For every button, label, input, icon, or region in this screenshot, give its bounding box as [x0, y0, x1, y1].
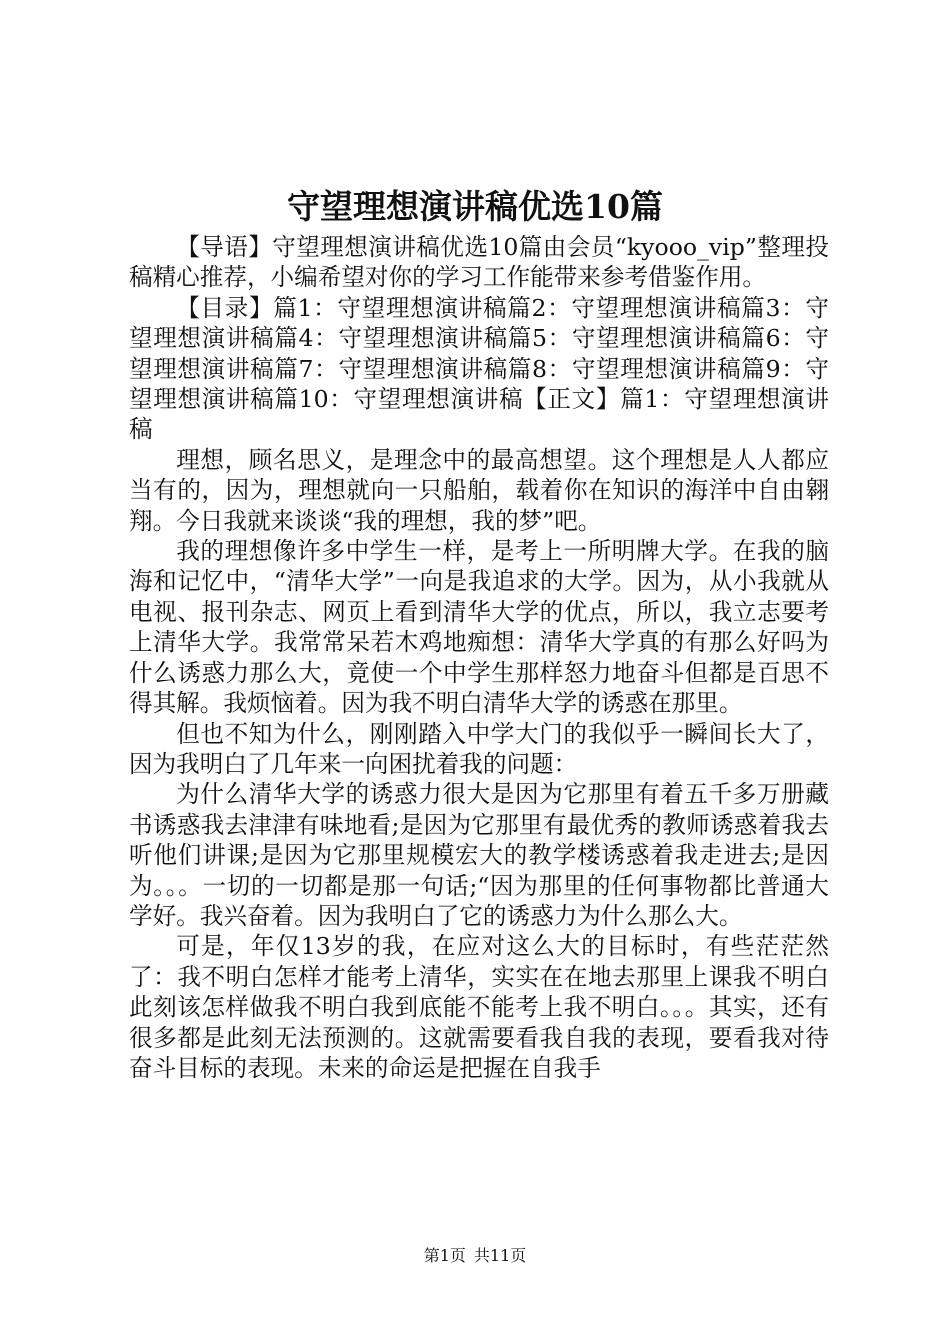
paragraph-body: 可是，年仅13岁的我，在应对这么大的目标时，有些茫茫然了：我不明白怎样才能考上清华，实实在在地去那里上课我不明白此刻该怎样做我不明白我到底能不能考上我不明白。。。其实，还有很多都是此刻无法预测的。这就需要看我自我的表现，要看我对待奋斗目标的表现。未来的命运是把握在自我手 — [129, 932, 829, 1082]
page-number: 第1页 — [423, 1246, 466, 1265]
paragraph-body: 我的理想像许多中学生一样，是考上一所明牌大学。在我的脑海和记忆中，“清华大学”一向是我追求的大学。因为，从小我就从电视、报刊杂志、网页上看到清华大学的优点，所以，我立志要考上清华大学。我常常呆若木鸡地痴想：清华大学真的有那么好吗为什么诱惑力那么大，竟使一个中学生那样怒力地奋斗但都是百思不得其解。我烦恼着。因为我不明白清华大学的诱惑在那里。 — [129, 537, 829, 718]
page-footer — [0, 1246, 950, 1266]
paragraph-body: 为什么清华大学的诱惑力很大是因为它那里有着五千多万册藏书诱惑我去津津有味地看;是因为它那里有最优秀的教师诱惑着我去听他们讲课;是因为它那里规模宏大的教学楼诱惑着我走进去;是因为。。。一切的一切都是那一句话;“因为那里的任何事物都比普通大学好。我兴奋着。因为我明白了它的诱惑力为什么那么大。 — [129, 780, 829, 930]
page-total: 共11页 — [473, 1246, 527, 1265]
paragraph-body: 但也不知为什么，刚刚踏入中学大门的我似乎一瞬间长大了，因为我明白了几年来一向困扰着我的问题： — [129, 719, 829, 778]
document-title: 守望理想演讲稿优选10篇 — [287, 187, 663, 226]
paragraph-toc: 【目录】篇1：守望理想演讲稿篇2：守望理想演讲稿篇3：守望理想演讲稿篇4：守望理想演讲稿篇5：守望理想演讲稿篇6：守望理想演讲稿篇7：守望理想演讲稿篇8：守望理想演讲稿篇9：守望理想演讲稿篇10：守望理想演讲稿【正文】篇1：守望理想演讲稿 — [129, 293, 829, 444]
document-body — [129, 232, 829, 1083]
paragraph-body: 理想，顾名思义，是理念中的最高想望。这个理想是人人都应当有的，因为，理想就向一只船舶，载着你在知识的海洋中自由翱翔。今日我就来谈谈“我的理想，我的梦”吧。 — [129, 445, 829, 535]
paragraph-intro: 【导语】守望理想演讲稿优选10篇由会员“kyooo_vip”整理投稿精心推荐，小编希望对你的学习工作能带来参考借鉴作用。 — [129, 233, 829, 292]
